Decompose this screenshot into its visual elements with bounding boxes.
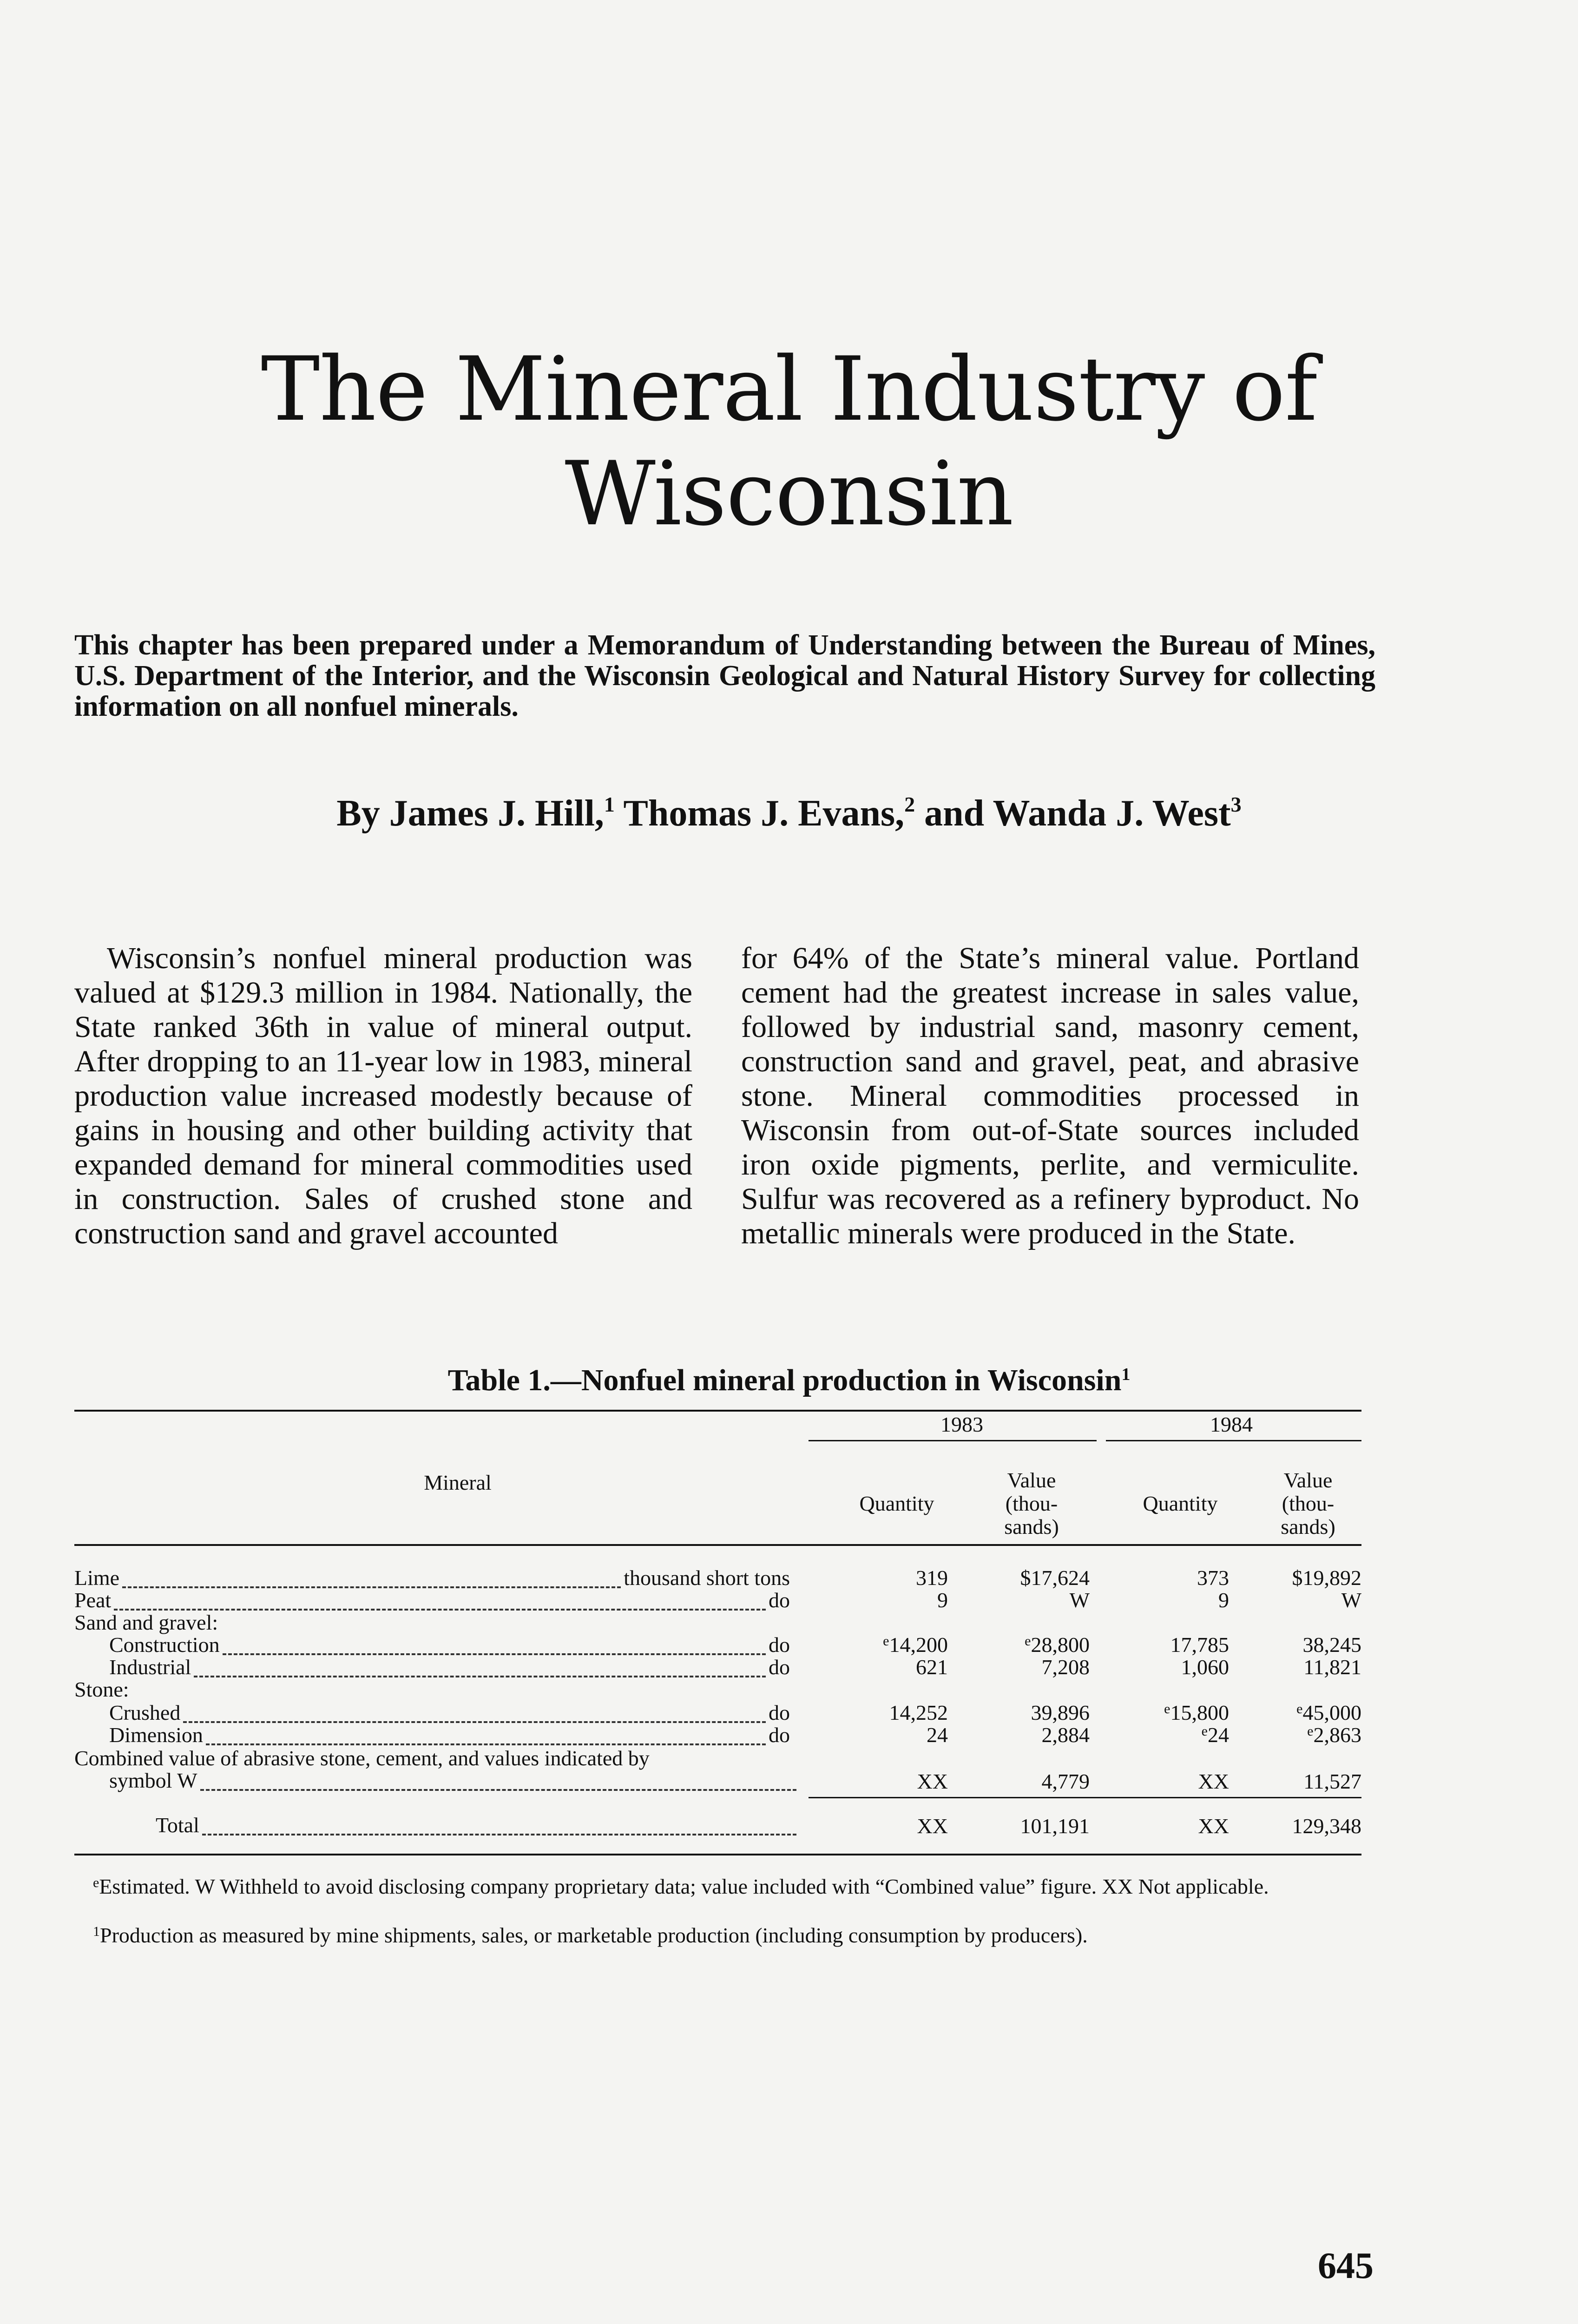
cell-industrial-v83: 7,208 [1041,1655,1090,1679]
table-row-combined [74,1769,799,1792]
footnote-mark: 1 [1121,1365,1131,1384]
title-line-2: Wisconsin [565,442,1013,545]
estimate-mark: e [1164,1701,1170,1717]
dot-leader [183,1712,766,1723]
estimate-mark: e [1296,1701,1303,1717]
total-rule [809,1797,1361,1798]
footnote-text: Production as measured by mine shipments, sales, or marketable production (including consumption by producers). [100,1923,1088,1947]
cell-value: 45,000 [1302,1701,1361,1724]
dot-leader [122,1577,621,1588]
body-column-left: Wisconsin’s nonfuel mineral production was valued at $129.3 million in 1984. Nationally, the State ranked 36th in value of mineral output. After dropping to an 11-year low in 1983, mineral production value increased modestly because of gains in housing and other building activity that expanded demand for mineral commodities used in construction. Sales of crushed stone and construction sand and gravel accounted [74,941,692,1250]
row-label: Lime [74,1566,120,1590]
cell-value: 15,800 [1170,1701,1229,1724]
title-line-1: The Mineral Industry of [261,338,1317,441]
header-value-line: sands) [1004,1515,1059,1538]
footnote-mark: 2 [904,792,915,816]
dot-leader [202,1824,796,1835]
table-row-construction [74,1633,804,1657]
table-footnote-1 [74,1924,1371,1947]
table-title-text: Table 1.—Nonfuel mineral production in Wisconsin [447,1363,1122,1397]
year-rule-1983 [809,1440,1097,1441]
row-label: Peat [74,1588,112,1612]
table-row-crushed [74,1701,804,1724]
dot-leader [114,1599,766,1611]
combined-label-line-1: Combined value of abrasive stone, cement, and values indicated by [74,1746,650,1770]
header-value-1983 [967,1469,1097,1538]
header-value-line: Value [1007,1468,1056,1492]
cell-total-v83: 101,191 [1020,1814,1090,1838]
cell-construction-v83 [967,1633,1090,1657]
chapter-title [0,337,1578,546]
cell-crushed-q83: 14,252 [889,1701,948,1724]
footnote-mark: 1 [93,1924,100,1939]
row-unit: thousand short tons [624,1566,790,1590]
cell-construction-q83 [827,1633,948,1657]
estimate-mark: e [1201,1723,1208,1739]
cell-value: 24 [1208,1723,1229,1747]
byline [0,790,1578,837]
header-value-line: (thou- [1005,1492,1058,1515]
cell-lime-v83: $17,624 [1020,1566,1090,1590]
cell-combined-v83: 4,779 [1041,1769,1090,1793]
cell-construction-v84: 38,245 [1302,1633,1361,1657]
year-rule-1984 [1106,1440,1361,1441]
cell-combined-v84: 11,527 [1303,1769,1361,1793]
row-unit: do [769,1588,790,1612]
estimate-mark: e [93,1875,99,1890]
header-value-line: Value [1283,1468,1333,1492]
row-unit: do [769,1701,790,1724]
table-row-lime [74,1566,804,1590]
cell-value: 28,800 [1031,1633,1090,1657]
cell-peat-q84: 9 [1218,1588,1229,1612]
cell-lime-v84: $19,892 [1292,1566,1361,1590]
group-label-stone: Stone: [74,1677,129,1701]
dot-leader [206,1734,766,1745]
table-title [0,1362,1578,1399]
cell-lime-q84: 373 [1197,1566,1229,1590]
cell-peat-v84: W [1341,1588,1361,1612]
dot-leader [200,1780,796,1791]
row-unit: do [769,1633,790,1657]
cell-combined-q84: XX [1198,1769,1229,1793]
header-value-1984 [1250,1469,1366,1538]
author-3: and Wanda J. West [915,793,1231,834]
cell-peat-q83: 9 [937,1588,948,1612]
row-unit: do [769,1723,790,1747]
cell-total-v84: 129,348 [1292,1814,1361,1838]
cell-crushed-q84 [1111,1701,1229,1724]
body-column-right: for 64% of the State’s mineral value. Portland cement had the greatest increase in sales value, followed by industrial sand, masonry cement, construction sand and gravel, peat, and abrasive stone. Mineral commodities processed in Wisconsin from out-of-State sources included iron oxide pigments, perlite, and vermiculite. Sulfur was recovered as a refinery byproduct. No metallic minerals were produced in the State. [741,941,1359,1250]
header-value-line: sands) [1281,1515,1335,1538]
cell-industrial-q83: 621 [916,1655,948,1679]
group-label-sand-gravel: Sand and gravel: [74,1611,218,1634]
cell-value: 14,200 [889,1633,948,1657]
cell-crushed-v84 [1250,1701,1361,1724]
table-row-dimension [74,1723,804,1747]
cell-lime-q83: 319 [916,1566,948,1590]
header-value-line: (thou- [1282,1492,1335,1515]
cell-industrial-v84: 11,821 [1303,1655,1361,1679]
header-year-1983: 1983 [940,1413,983,1436]
header-quantity-1984: Quantity [1143,1492,1218,1515]
footnote-text: Estimated. W Withheld to avoid disclosing company proprietary data; value included with “Combined value” figure. XX Not applicable. [99,1875,1269,1898]
dot-leader [223,1644,766,1655]
table-top-rule [74,1410,1361,1412]
row-label: symbol W [109,1769,197,1792]
footnote-mark: 1 [604,792,615,816]
page-number: 645 [1318,2245,1374,2286]
intro-note: This chapter has been prepared under a Memorandum of Understanding between the Bureau of Mines, U.S. Department of the Interior, and the Wisconsin Geological and Natural History Survey for collecting information on all nonfuel minerals. [74,629,1375,722]
cell-peat-v83: W [1069,1588,1090,1612]
row-label: Total [156,1813,199,1837]
header-bottom-rule [74,1544,1361,1546]
author-1: By James J. Hill, [336,793,604,834]
row-label: Crushed [109,1701,181,1724]
row-label: Industrial [109,1655,191,1679]
header-year-1984: 1984 [1210,1413,1253,1436]
table-row-peat [74,1589,804,1612]
cell-combined-q83: XX [917,1769,948,1793]
cell-total-q83: XX [917,1814,948,1838]
cell-industrial-q84: 1,060 [1181,1655,1229,1679]
footnote-mark: 3 [1230,792,1242,816]
estimate-mark: e [1025,1633,1031,1649]
row-unit: do [769,1655,790,1679]
table-bottom-rule [74,1854,1361,1855]
row-label: Dimension [109,1723,203,1747]
cell-value: 2,863 [1313,1723,1361,1747]
estimate-mark: e [883,1633,889,1649]
table-row-total [74,1814,799,1837]
table-row-industrial [74,1656,804,1679]
cell-total-q84: XX [1198,1814,1229,1838]
header-quantity-1983: Quantity [859,1492,934,1515]
cell-dimension-v84 [1250,1723,1361,1747]
author-2: Thomas J. Evans, [614,793,905,834]
estimate-mark: e [1307,1723,1314,1739]
cell-dimension-q84 [1111,1723,1229,1747]
cell-dimension-q83: 24 [927,1723,948,1747]
dot-leader [194,1666,766,1677]
cell-crushed-v83: 39,896 [1031,1701,1090,1724]
header-mineral: Mineral [424,1471,492,1494]
table-footnote-estimated [74,1875,1371,1898]
row-label: Construction [109,1633,220,1657]
cell-dimension-v83: 2,884 [1041,1723,1090,1747]
cell-construction-q84: 17,785 [1170,1633,1229,1657]
